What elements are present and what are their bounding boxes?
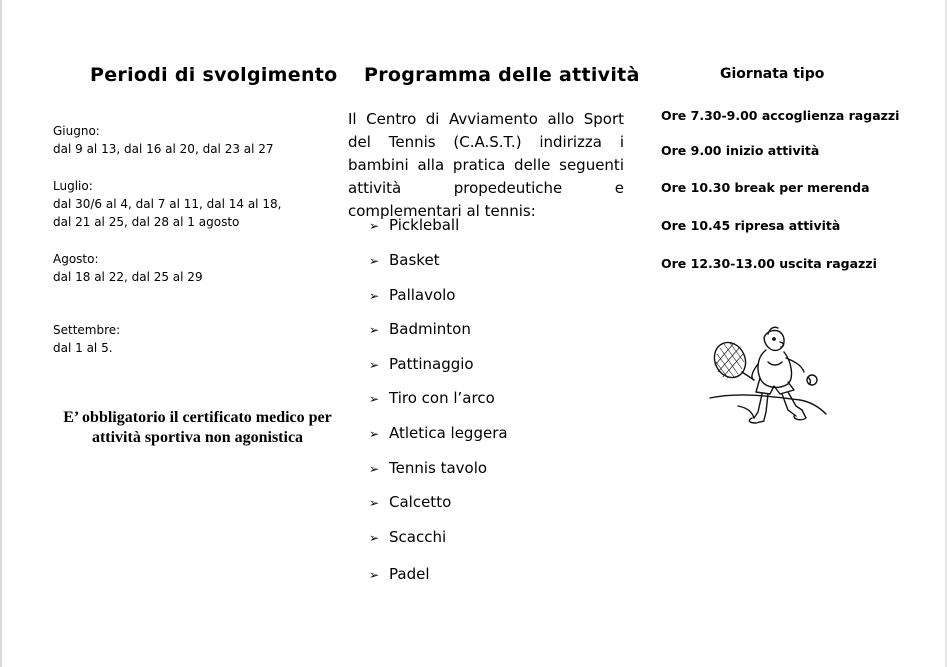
activity-label: Badminton [389,320,471,338]
program-title: Programma delle attività [364,64,640,86]
medical-certificate-notice: E’ obbligatorio il certificato medico per attività sportiva non agonistica [63,409,332,446]
list-item [369,528,446,550]
activity-label: Tennis tavolo [389,459,488,477]
arrow-bullet-icon: ➢ [369,568,380,582]
periods-title: Periodi di svolgimento [90,64,338,86]
period-dates: dal 21 al 25, dal 28 al 1 agosto [53,215,240,229]
period-june [53,122,274,158]
schedule-item: Ore 10.45 ripresa attività [661,218,841,233]
schedule-item: Ore 12.30-13.00 uscita ragazzi [661,256,877,271]
arrow-bullet-icon: ➢ [369,496,380,510]
arrow-bullet-icon: ➢ [369,531,380,545]
schedule-item: Ore 9.00 inizio attività [661,143,820,158]
period-month: Settembre: [53,323,121,337]
activity-label: Calcetto [389,493,452,511]
list-item [369,286,456,308]
arrow-bullet-icon: ➢ [369,427,380,441]
activity-label: Pallavolo [389,286,456,304]
list-item [369,355,474,377]
list-item [369,424,508,446]
period-july [53,177,281,231]
arrow-bullet-icon: ➢ [369,323,380,337]
typical-day-title: Giornata tipo [720,66,825,82]
arrow-bullet-icon: ➢ [369,289,380,303]
tennis-player-illustration [708,322,828,430]
page-edge-left [0,0,2,667]
period-month: Agosto: [53,252,99,266]
activity-label: Basket [389,251,440,269]
arrow-bullet-icon: ➢ [369,358,380,372]
list-item [369,320,471,342]
period-month: Luglio: [53,179,93,193]
list-item [369,565,429,587]
arrow-bullet-icon: ➢ [369,254,380,268]
list-item [369,459,487,481]
activity-label: Atletica leggera [389,424,508,442]
activity-label: Scacchi [389,528,447,546]
activity-label: Pickleball [389,216,460,234]
activity-label: Tiro con l’arco [389,389,495,407]
activity-label: Pattinaggio [389,355,474,373]
period-month: Giugno: [53,124,100,138]
activity-label: Padel [389,565,430,583]
list-item [369,216,459,238]
period-dates: dal 1 al 5. [53,341,113,355]
period-august [53,250,203,286]
arrow-bullet-icon: ➢ [369,392,380,406]
period-dates: dal 18 al 22, dal 25 al 29 [53,270,203,284]
arrow-bullet-icon: ➢ [369,462,380,476]
period-dates: dal 9 al 13, dal 16 al 20, dal 23 al 27 [53,142,274,156]
list-item [369,389,495,411]
period-september [53,321,120,357]
period-dates: dal 30/6 al 4, dal 7 al 11, dal 14 al 18, [53,197,282,211]
program-intro: Il Centro di Avviamento allo Sport del Tennis (C.A.S.T.) indirizza i bambini alla pratica delle seguenti attività propedeutiche e complementari al tennis: [348,110,624,220]
schedule-item: Ore 7.30-9.00 accoglienza ragazzi [661,108,900,123]
list-item [369,493,451,515]
list-item [369,251,440,273]
schedule-item: Ore 10.30 break per merenda [661,180,870,195]
arrow-bullet-icon: ➢ [369,219,380,233]
